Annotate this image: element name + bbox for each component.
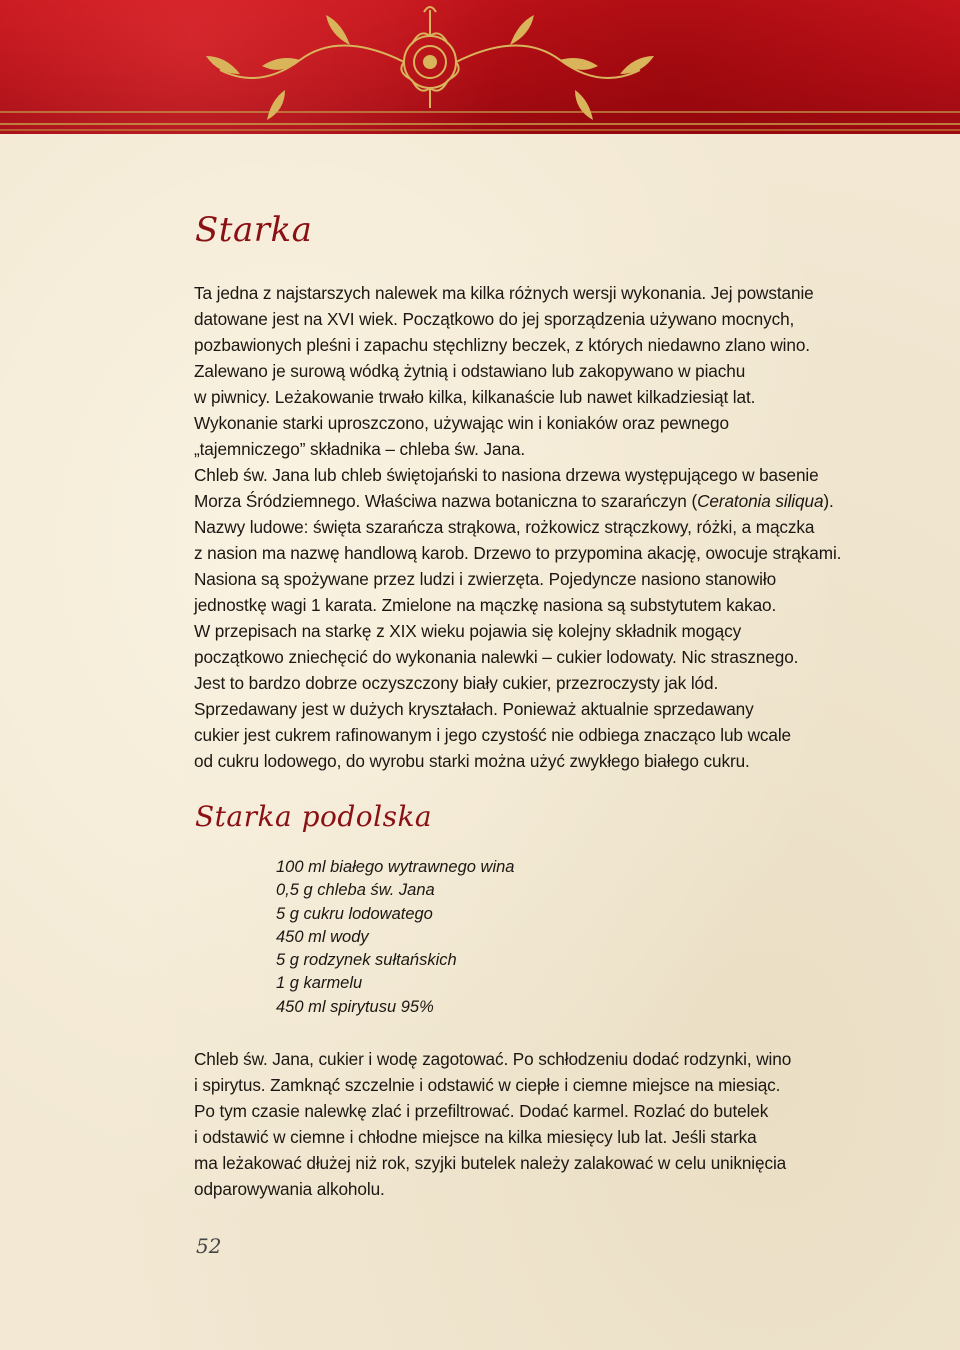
intro-line: początkowo zniechęcić do wykonania nalewki – cukier lodowaty. Nic strasznego. [194,647,799,667]
ingredient-item: 5 g cukru lodowatego [276,904,433,923]
intro-line: Sprzedawany jest w dużych kryształach. Ponieważ aktualnie sprzedawany [194,699,754,719]
intro-line: W przepisach na starkę z XIX wieku pojawia się kolejny składnik mogący [194,621,742,641]
intro-line: w piwnicy. Leżakowanie trwało kilka, kilkanaście lub nawet kilkadziesiąt lat. [194,387,756,407]
method-line: i odstawić w ciemne i chłodne miejsce na kilka miesięcy lub lat. Jeśli starka [194,1127,757,1147]
ingredient-list [276,856,514,1019]
intro-line: Chleb św. Jana lub chleb świętojański to nasiona drzewa występującego w basenie [194,465,819,485]
intro-line: Zalewano je surową wódką żytnią i odstawiano lub zakopywano w piachu [194,361,746,381]
botanical-suffix: ). [823,491,834,511]
gold-ornament-icon [0,0,960,134]
ingredient-item: 5 g rodzynek sułtańskich [276,951,457,970]
ingredient-item: 450 ml wody [276,927,369,946]
intro-line: Nazwy ludowe: święta szarańcza strąkowa, rożkowicz strączkowy, różki, a mączka [194,517,815,537]
method-line: ma leżakować dłużej niż rok, szyjki butelek należy zalakować w celu uniknięcia [194,1153,787,1173]
intro-line: jednostkę wagi 1 karata. Zmielone na mączkę nasiona są substytutem kakao. [194,595,777,615]
page-title: Starka [195,210,313,250]
method-line: odparowywania alkoholu. [194,1179,385,1199]
decorative-leather-banner [0,0,960,134]
botanical-name: Ceratonia siliqua [697,491,824,511]
intro-line: datowane jest na XVI wiek. Początkowo do jej sporządzenia używano mocnych, [194,309,795,329]
ingredient-item: 100 ml białego wytrawnego wina [276,858,515,876]
method-line: Chleb św. Jana, cukier i wodę zagotować. Po schłodzeniu dodać rodzynki, wino [194,1049,792,1069]
intro-line-botanical [194,488,874,514]
method-line: i spirytus. Zamknąć szczelnie i odstawić w ciepłe i ciemne miejsce na miesiąc. [194,1075,781,1095]
intro-line: cukier jest cukrem rafinowanym i jego czystość nie odbiega znacząco lub wcale [194,725,792,745]
ingredient-item: 450 ml spirytusu 95% [276,997,434,1016]
intro-line: Nasiona są spożywane przez ludzi i zwierzęta. Pojedyncze nasiono stanowiło [194,569,777,589]
intro-line: Jest to bardzo dobrze oczyszczony biały cukier, przezroczysty jak lód. [194,673,719,693]
intro-paragraph [194,280,874,774]
intro-line: „tajemniczego” składnika – chleba św. Jana. [194,439,526,459]
page-number: 52 [196,1234,222,1258]
intro-line: pozbawionych pleśni i zapachu stęchlizny beczek, z których niedawno zlano wino. [194,335,810,355]
method-paragraph [194,1046,874,1202]
ingredient-item: 0,5 g chleba św. Jana [276,881,435,900]
intro-line: Wykonanie starki uproszczono, używając win i koniaków oraz pewnego [194,413,729,433]
recipe-title: Starka podolska [195,800,433,833]
intro-line: z nasion ma nazwę handlową karob. Drzewo to przypomina akację, owocuje strąkami. [194,543,842,563]
intro-line-text: Morza Śródziemnego. Właściwa nazwa botaniczna to szarańczyn ( [194,491,698,511]
intro-line: Ta jedna z najstarszych nalewek ma kilka różnych wersji wykonania. Jej powstanie [194,283,814,303]
ingredient-item: 1 g karmelu [276,974,363,993]
method-line: Po tym czasie nalewkę zlać i przefiltrować. Dodać karmel. Rozlać do butelek [194,1101,769,1121]
intro-line: od cukru lodowego, do wyrobu starki można użyć zwykłego białego cukru. [194,751,750,771]
